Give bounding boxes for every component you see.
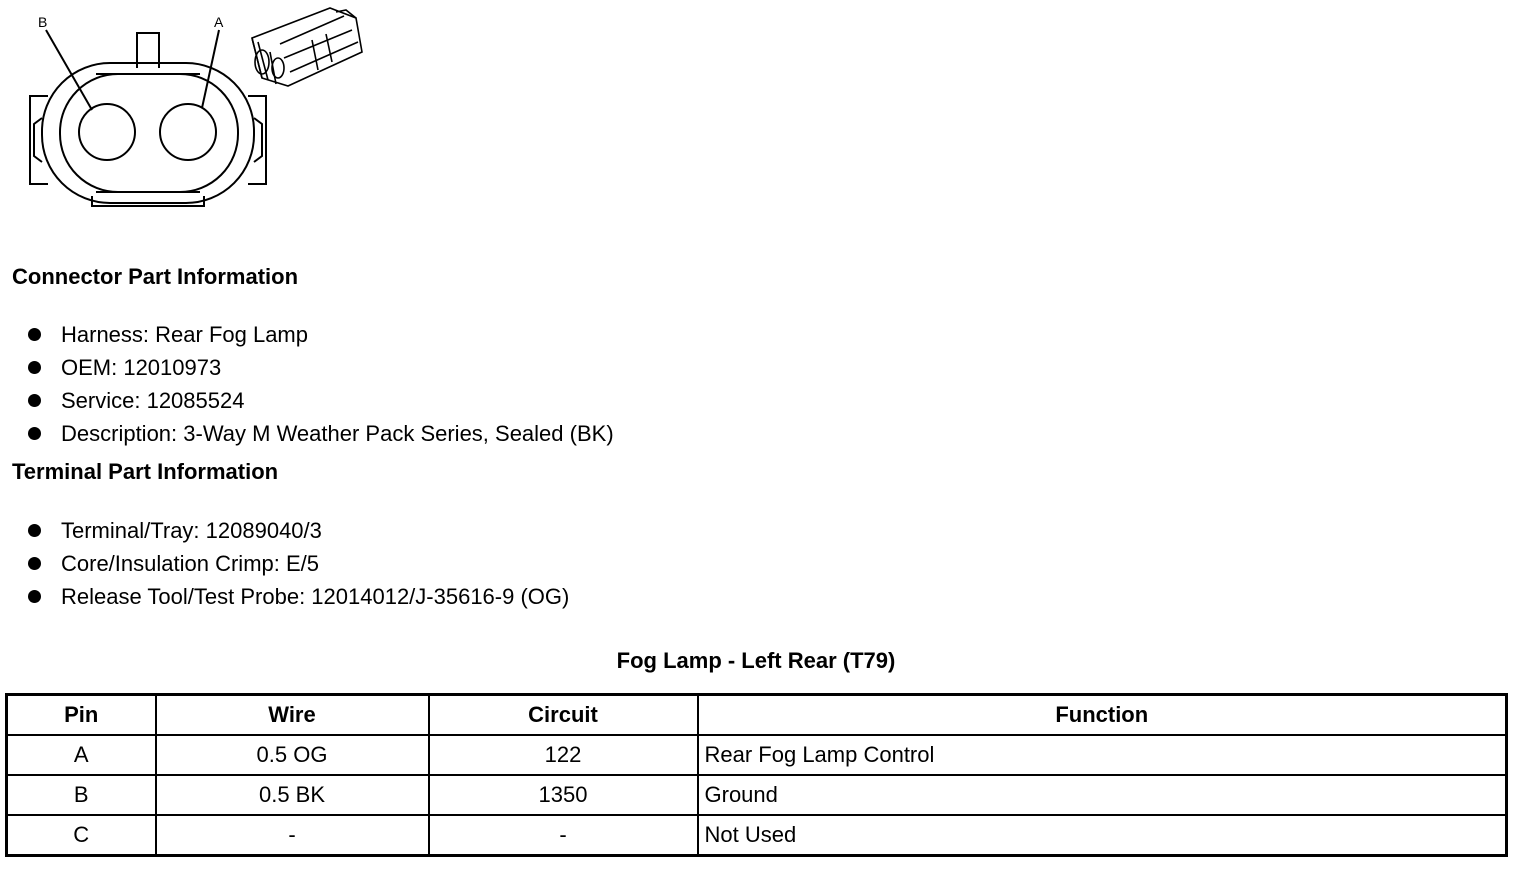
cell-wire: - [156,815,429,856]
cell-wire: 0.5 OG [156,735,429,775]
cell-circuit: - [429,815,698,856]
pin-label-b: B [38,14,48,30]
list-item: OEM: 12010973 [28,351,614,384]
list-item: Core/Insulation Crimp: E/5 [28,547,569,580]
list-item: Terminal/Tray: 12089040/3 [28,514,569,547]
cell-wire: 0.5 BK [156,775,429,815]
list-item: Release Tool/Test Probe: 12014012/J-35616-9 (OG) [28,580,569,613]
bullet-icon [28,361,41,374]
bullet-icon [28,328,41,341]
table-title: Fog Lamp - Left Rear (T79) [616,648,896,673]
list-item: Service: 12085524 [28,384,614,417]
connector-housing [42,63,254,203]
header-pin: Pin [7,695,156,736]
cell-circuit: 122 [429,735,698,775]
pinout-table [5,693,1508,857]
list-item: Harness: Rear Fog Lamp [28,318,614,351]
table-header-row [7,695,1507,736]
header-function: Function [698,695,1507,736]
table-row [7,815,1507,856]
list-item: Description: 3-Way M Weather Pack Series, Sealed (BK) [28,417,614,450]
table-row [7,735,1507,775]
pin-label-a: A [214,14,224,30]
cavity-a [160,104,216,160]
connector-part-list [28,318,614,450]
cell-function: Ground [698,775,1507,815]
table-row [7,775,1507,815]
connector-diagram [0,0,380,215]
cell-circuit: 1350 [429,775,698,815]
cell-pin: B [7,775,156,815]
cell-pin: A [7,735,156,775]
connector-isometric-icon [252,8,362,86]
cell-pin: C [7,815,156,856]
terminal-part-heading: Terminal Part Information [12,459,279,484]
bullet-icon [28,557,41,570]
header-wire: Wire [156,695,429,736]
terminal-part-list [28,514,569,613]
bullet-icon [28,394,41,407]
cell-function: Rear Fog Lamp Control [698,735,1507,775]
header-circuit: Circuit [429,695,698,736]
bullet-icon [28,524,41,537]
bullet-icon [28,427,41,440]
connector-part-heading: Connector Part Information [12,264,299,289]
bullet-icon [28,590,41,603]
cavity-b [79,104,135,160]
cell-function: Not Used [698,815,1507,856]
